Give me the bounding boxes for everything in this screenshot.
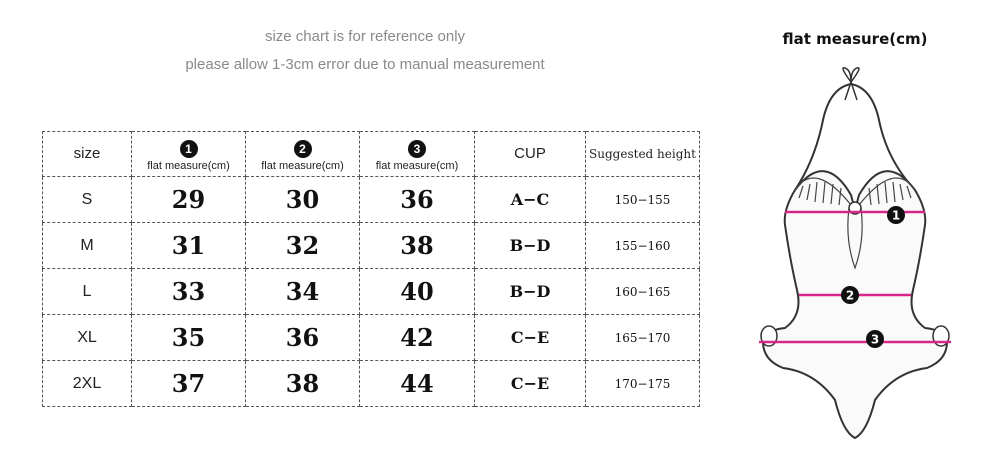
height-value: 160−165	[614, 284, 671, 299]
measure-1-badge: 1	[180, 140, 198, 158]
measure-3-value: 40	[400, 277, 434, 306]
measure-1-value: 37	[171, 369, 206, 398]
measure-1-label: flat measure(cm)	[147, 160, 230, 172]
measure-1-cell	[132, 269, 246, 315]
size-cell	[43, 361, 132, 407]
measure-3-value: 44	[400, 369, 434, 398]
marker-3-label: 3	[870, 332, 880, 347]
measure-2-cell	[246, 361, 360, 407]
cup-value: B−D	[509, 281, 551, 301]
header-size	[43, 132, 132, 177]
size-cell	[43, 223, 132, 269]
header-measure-3	[360, 132, 475, 177]
header-cup-label: CUP	[514, 145, 546, 162]
marker-1-label: 1	[891, 208, 901, 223]
cup-cell	[475, 223, 586, 269]
measure-1-cell	[132, 177, 246, 223]
cup-cell	[475, 315, 586, 361]
measure-2-cell	[246, 315, 360, 361]
measure-1-value: 29	[171, 185, 206, 214]
measure-2-cell	[246, 177, 360, 223]
header-cup	[475, 132, 586, 177]
marker-2-label: 2	[845, 288, 855, 303]
measure-2-badge: 2	[294, 140, 312, 158]
table-row	[43, 315, 700, 361]
size-cell	[43, 315, 132, 361]
reference-note: size chart is for reference only	[264, 28, 466, 45]
height-cell	[586, 177, 700, 223]
header-size-label: size	[73, 145, 101, 162]
measure-marker-1	[887, 206, 905, 224]
height-cell	[586, 315, 700, 361]
size-value: L	[82, 282, 92, 300]
size-value: M	[80, 236, 94, 254]
measure-3-cell	[360, 223, 475, 269]
size-chart-table	[42, 131, 700, 407]
size-cell	[43, 269, 132, 315]
measure-2-cell	[246, 269, 360, 315]
size-value: 2XL	[72, 374, 102, 392]
measure-3-cell	[360, 269, 475, 315]
height-value: 165−170	[614, 330, 671, 345]
cup-value: C−E	[510, 327, 550, 347]
header-height	[586, 132, 700, 177]
height-value: 155−160	[614, 238, 671, 253]
height-cell	[586, 361, 700, 407]
measure-2-label: flat measure(cm)	[261, 160, 344, 172]
cup-cell	[475, 269, 586, 315]
measure-1-value: 31	[171, 231, 206, 260]
size-value: XL	[77, 328, 97, 346]
table-row	[43, 223, 700, 269]
measure-2-cell	[246, 223, 360, 269]
error-note: please allow 1-3cm error due to manual measurement	[185, 56, 545, 73]
measure-2-value: 34	[285, 277, 320, 306]
cup-cell	[475, 361, 586, 407]
cup-value: B−D	[509, 235, 551, 255]
size-cell	[43, 177, 132, 223]
measure-2-value: 32	[285, 231, 320, 260]
table-row	[43, 177, 700, 223]
height-cell	[586, 269, 700, 315]
cup-value: A−C	[510, 189, 550, 209]
header-height-label: Suggested height	[589, 147, 696, 161]
measure-1-cell	[132, 315, 246, 361]
measure-3-cell	[360, 315, 475, 361]
halter-bow-icon	[843, 68, 859, 100]
measure-3-cell	[360, 361, 475, 407]
measure-1-value: 35	[171, 323, 206, 352]
measure-marker-2	[841, 286, 859, 304]
measure-3-value: 42	[400, 323, 434, 352]
height-value: 170−175	[614, 376, 671, 391]
measure-3-badge: 3	[408, 140, 426, 158]
measure-3-cell	[360, 177, 475, 223]
measure-3-label: flat measure(cm)	[375, 160, 459, 172]
diagram-title: flat measure(cm)	[782, 30, 928, 48]
measure-1-value: 33	[171, 277, 206, 306]
measure-1-cell	[132, 223, 246, 269]
measure-2-value: 36	[285, 323, 320, 352]
header-measure-2	[246, 132, 360, 177]
cup-cell	[475, 177, 586, 223]
measure-1-cell	[132, 361, 246, 407]
swimsuit-diagram	[755, 60, 955, 450]
header-measure-1	[132, 132, 246, 177]
height-cell	[586, 223, 700, 269]
measure-marker-3	[866, 330, 884, 348]
measure-2-value: 38	[285, 369, 320, 398]
height-value: 150−155	[614, 192, 671, 207]
cup-value: C−E	[510, 373, 550, 393]
measure-2-value: 30	[285, 185, 320, 214]
measure-3-value: 38	[400, 231, 434, 260]
table-header-row	[43, 132, 700, 177]
measure-3-value: 36	[400, 185, 434, 214]
table-row	[43, 361, 700, 407]
size-value: S	[81, 190, 93, 208]
table-row	[43, 269, 700, 315]
